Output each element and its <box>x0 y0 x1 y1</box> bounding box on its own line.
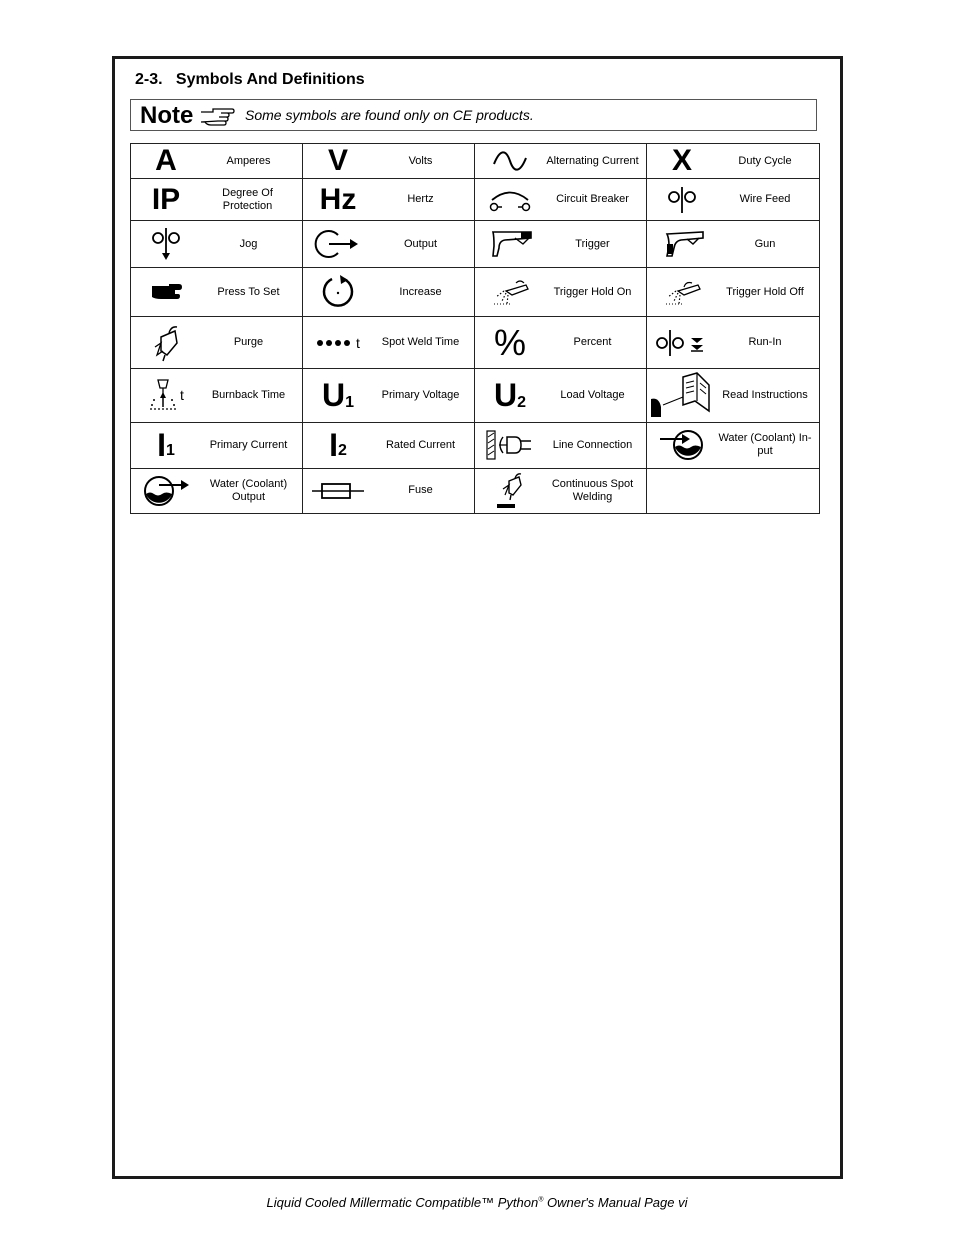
symbol-label: Line Connection <box>552 438 633 451</box>
symbol-label: Run-In <box>748 336 782 349</box>
symbol-cell <box>131 368 303 422</box>
symbol-label: Press To Set <box>217 285 280 298</box>
symbol-label: Increase <box>399 285 442 298</box>
symbol-label: Trigger <box>575 237 610 250</box>
rated-current-icon: I 2 <box>329 427 347 464</box>
symbol-label: Jog <box>239 237 258 250</box>
line-connection-icon <box>485 429 535 461</box>
continuous-spot-welding-icon <box>493 471 527 511</box>
note-label: Note <box>140 102 194 129</box>
load-voltage-icon: U 2 <box>493 377 526 414</box>
trigger-hold-off-icon <box>660 277 704 307</box>
symbol-cell <box>475 179 647 221</box>
symbol-label: Primary Voltage <box>381 388 460 401</box>
symbol-cell <box>475 422 647 468</box>
symbol-cell <box>131 221 303 268</box>
amperes-letter-icon: A <box>155 144 177 178</box>
symbol-label: Load Voltage <box>560 388 625 401</box>
symbol-cell <box>303 144 475 179</box>
burnback-time-icon: t <box>131 369 201 422</box>
symbol-label: Degree Of Protection <box>222 186 273 212</box>
section-heading <box>135 71 365 89</box>
symbol-cell <box>131 144 303 179</box>
protection-letters-icon: IP <box>151 182 181 216</box>
symbol-cell <box>647 368 820 422</box>
output-icon <box>314 227 362 261</box>
jog-icon <box>149 226 183 262</box>
symbol-label: Fuse <box>408 484 433 497</box>
symbol-label: Gun <box>754 237 776 250</box>
symbol-label: Percent <box>573 336 612 349</box>
symbol-label: Alternating Current <box>546 154 639 167</box>
symbol-label: Read Instructions <box>722 388 808 401</box>
symbol-cell <box>131 268 303 317</box>
symbol-cell <box>131 179 303 221</box>
symbol-cell <box>303 179 475 221</box>
table-row <box>131 268 820 317</box>
symbol-label: Rated Current <box>385 438 456 451</box>
trigger-hold-on-icon <box>488 277 532 307</box>
symbol-cell <box>303 368 475 422</box>
symbol-cell <box>475 221 647 268</box>
symbol-cell <box>131 317 303 368</box>
fuse-icon <box>310 481 366 501</box>
coolant-input-icon <box>658 428 706 462</box>
dots-icon <box>316 338 354 348</box>
symbol-label: Primary Current <box>209 438 288 451</box>
symbol-label: Amperes <box>226 154 271 167</box>
percent-icon: % <box>493 321 526 363</box>
symbol-cell <box>303 422 475 468</box>
symbol-cell <box>475 317 647 368</box>
coolant-output-icon <box>141 474 191 508</box>
section-title: Symbols And Definitions <box>175 71 365 88</box>
symbol-cell <box>647 179 820 221</box>
symbol-label: Output <box>403 237 438 250</box>
symbol-cell <box>303 221 475 268</box>
symbol-label: Water (Coolant) In-put <box>718 432 812 458</box>
symbol-cell <box>647 221 820 268</box>
symbol-cell <box>303 268 475 317</box>
symbol-cell <box>475 144 647 179</box>
table-row <box>131 317 820 368</box>
symbol-cell <box>647 144 820 179</box>
section-number: 2-3. <box>135 71 163 88</box>
volts-letter-icon: V <box>327 144 348 178</box>
press-to-set-icon <box>149 281 183 303</box>
duty-cycle-letter-icon: X <box>671 144 692 178</box>
read-instructions-icon <box>649 371 715 419</box>
primary-current-icon: I 1 <box>157 427 175 464</box>
symbol-label: Trigger Hold Off <box>726 285 804 298</box>
spot-weld-time-icon: t <box>303 317 373 367</box>
run-in-icon <box>655 328 709 358</box>
page-footer: Liquid Cooled Millermatic Compatible™ Python® Owner's Manual Page vi <box>266 1195 688 1210</box>
symbols-table <box>130 143 820 514</box>
symbol-label: Purge <box>233 336 264 349</box>
symbol-cell <box>475 468 647 513</box>
note-box <box>130 99 817 131</box>
symbol-cell <box>131 422 303 468</box>
symbol-cell <box>647 317 820 368</box>
table-row <box>131 179 820 221</box>
symbol-label: Hertz <box>407 193 434 206</box>
symbol-label: Water (Coolant) Output <box>209 477 288 503</box>
circuit-breaker-icon <box>486 187 534 213</box>
symbol-label: Circuit Breaker <box>556 193 629 206</box>
symbol-cell <box>303 468 475 513</box>
symbol-cell <box>647 422 820 468</box>
symbol-label: Continuous Spot Welding <box>551 477 634 503</box>
table-row <box>131 221 820 268</box>
symbol-label: Duty Cycle <box>738 154 792 167</box>
sine-wave-icon <box>490 149 530 173</box>
symbol-label: Burnback Time <box>211 388 286 401</box>
symbol-cell <box>647 268 820 317</box>
symbol-label: Spot Weld Time <box>381 336 460 349</box>
symbol-cell <box>303 317 475 368</box>
hertz-letters-icon: Hz <box>319 182 357 216</box>
wire-feed-icon <box>665 185 699 215</box>
primary-voltage-icon: U 1 <box>321 377 354 414</box>
symbol-label: Volts <box>408 154 433 167</box>
torch-tip-icon <box>148 378 178 412</box>
trigger-gun-icon <box>485 228 535 260</box>
empty-cell <box>647 468 820 513</box>
symbol-cell <box>475 268 647 317</box>
purge-icon <box>149 323 183 363</box>
gun-icon <box>657 228 707 260</box>
table-row <box>131 368 820 422</box>
symbol-cell <box>475 368 647 422</box>
symbol-label: Trigger Hold On <box>553 285 632 298</box>
pointing-hand-icon <box>199 106 235 126</box>
symbol-cell <box>131 468 303 513</box>
table-row <box>131 144 820 179</box>
table-row <box>131 422 820 468</box>
symbol-label: Wire Feed <box>739 193 791 206</box>
increase-icon <box>318 272 358 312</box>
note-text: Some symbols are found only on CE products. <box>245 107 534 123</box>
table-row <box>131 468 820 513</box>
